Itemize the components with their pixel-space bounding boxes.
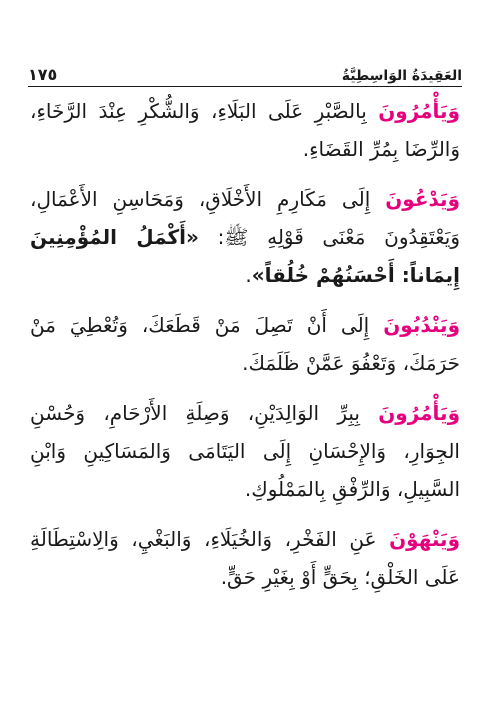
paragraph-forbidding-pride (30, 520, 460, 596)
paragraph-keyword: وَيَنْدُبُونَ (383, 313, 460, 337)
paragraph-keyword: وَيَأْمُرُونَ (378, 401, 460, 425)
paragraph-text: عَنِ الفَخْرِ، وَالخُيَلَاءِ، وَالبَغْيِ، وَالِاسْتِطَالَةِ عَلَى الخَلْقِ؛ بِحَقٍّ أَوْ بِغَيْرِ حَقٍّ. (30, 527, 460, 589)
paragraph-text: بِبِرِّ الوَالِدَيْنِ، وَصِلَةِ الأَرْحَامِ، وَحُسْنِ الجِوَارِ، وَالإِحْسَانِ إِلَى اليَتَامَى وَالمَسَاكِينِ وَابْنِ السَّبِيلِ، وَالرِّفْقِ بِالمَمْلُوكِ. (30, 401, 460, 501)
paragraph-noble-manners (30, 180, 460, 294)
page-header (28, 58, 462, 84)
paragraph-keyword: وَيَنْهَوْنَ (389, 527, 460, 551)
paragraph-maintaining-ties (30, 306, 460, 382)
paragraph-keyword: وَيَدْعُونَ (385, 187, 460, 211)
paragraph-kindness-to-parents (30, 394, 460, 508)
paragraph-text: إِلَى مَكَارِمِ الأَخْلَاقِ، وَمَحَاسِنِ الأَعْمَالِ، وَيَعْتَقِدُونَ مَعْنَى قَوْلِهِ ﷺ: (30, 187, 460, 249)
paragraph-tail: . (245, 263, 252, 287)
paragraph-patience (30, 92, 460, 168)
hadith-quote: «أَكْمَلُ المُؤْمِنِينَ إِيمَاناً: أَحْسَنُهُمْ خُلُقاً» (30, 225, 460, 287)
page-number: ١٧٥ (28, 65, 58, 84)
header-rule (28, 86, 462, 87)
paragraph-text: إِلَى أَنْ تَصِلَ مَنْ قَطَعَكَ، وَتُعْطِيَ مَنْ حَرَمَكَ، وَتَعْفُوَ عَمَّنْ ظَلَمَكَ. (30, 313, 460, 375)
paragraph-text: بِالصَّبْرِ عَلَى البَلَاءِ، وَالشُّكْرِ عِنْدَ الرَّخَاءِ، وَالرِّضَا بِمُرِّ القَضَاءِ. (30, 99, 460, 161)
running-title: العَقِيدَةُ الوَاسِطِيَّةُ (341, 68, 462, 84)
page-body (30, 92, 460, 608)
paragraph-keyword: وَيَأْمُرُونَ (378, 99, 460, 123)
